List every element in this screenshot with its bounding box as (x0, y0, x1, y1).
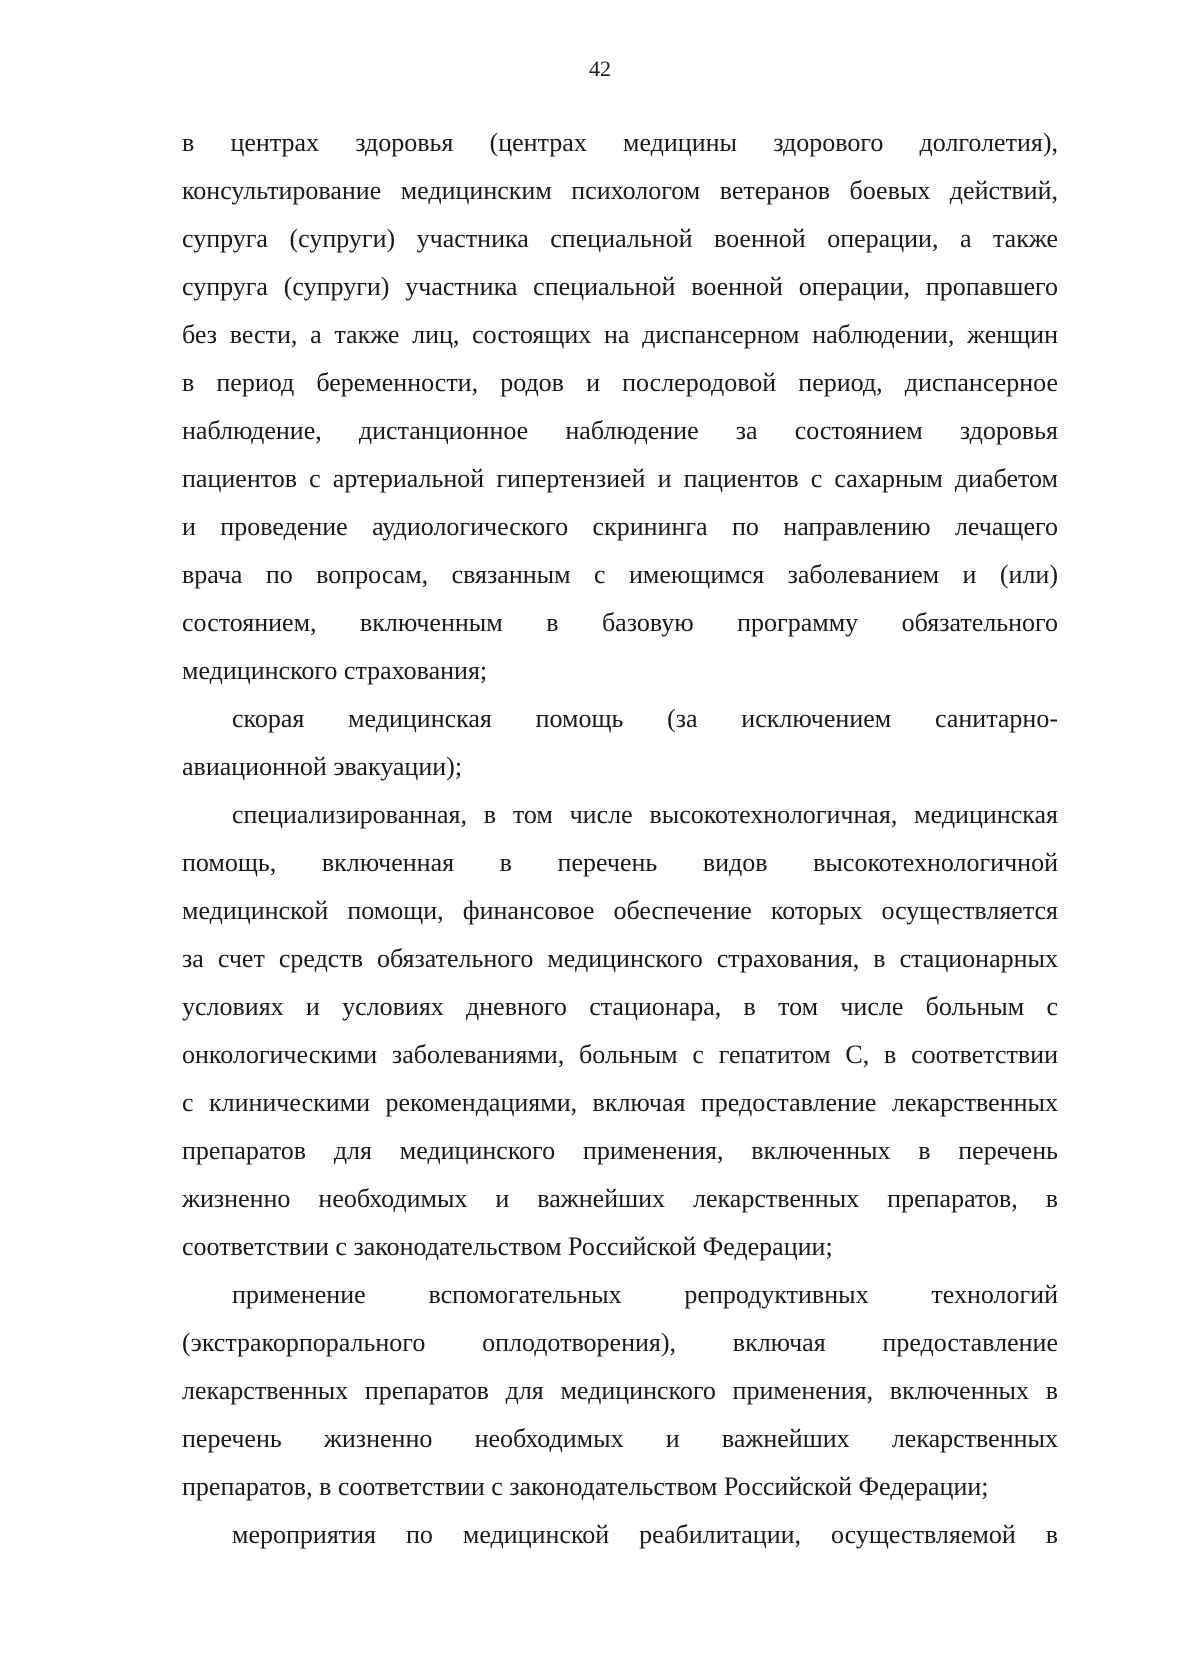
text-line: онкологическими заболеваниями, больным с гепатитом С, в соответствии (182, 1040, 1058, 1069)
text-line: супруга (супруги) участника специальной военной операции, а также (182, 224, 1058, 253)
text-line: лекарственных препаратов для медицинского применения, включенных в (182, 1376, 1058, 1405)
paragraph-first-line: мероприятия по медицинской реабилитации, осуществляемой в (232, 1520, 1058, 1549)
text-line: в период беременности, родов и послеродовой период, диспансерное (182, 368, 1058, 397)
text-line: с клиническими рекомендациями, включая предоставление лекарственных (182, 1088, 1058, 1117)
paragraph-first-line: специализированная, в том числе высокотехнологичная, медицинская (232, 800, 1058, 829)
text-line: пациентов с артериальной гипертензией и пациентов с сахарным диабетом (182, 464, 1058, 493)
text-line: за счет средств обязательного медицинского страхования, в стационарных (182, 944, 1058, 973)
text-line: состоянием, включенным в базовую программу обязательного (182, 608, 1058, 637)
text-line: супруга (супруги) участника специальной военной операции, пропавшего (182, 272, 1058, 301)
text-line: авиационной эвакуации); (182, 752, 463, 781)
text-line: жизненно необходимых и важнейших лекарственных препаратов, в (182, 1184, 1058, 1213)
text-line: условиях и условиях дневного стационара, в том числе больным с (182, 992, 1058, 1021)
text-line: в центрах здоровья (центрах медицины здорового долголетия), (182, 128, 1058, 157)
text-line: наблюдение, дистанционное наблюдение за состоянием здоровья (182, 416, 1058, 445)
text-line: соответствии с законодательством Российской Федерации; (182, 1232, 833, 1261)
page-number: 42 (589, 56, 611, 81)
text-line: (экстракорпорального оплодотворения), включая предоставление (182, 1328, 1058, 1357)
text-line: без вести, а также лиц, состоящих на диспансерном наблюдении, женщин (182, 320, 1058, 349)
text-line: медицинской помощи, финансовое обеспечение которых осуществляется (182, 896, 1058, 925)
text-line: и проведение аудиологического скрининга по направлению лечащего (182, 512, 1058, 541)
paragraph-first-line: скорая медицинская помощь (за исключением санитарно- (232, 704, 1058, 733)
text-line: перечень жизненно необходимых и важнейших лекарственных (182, 1424, 1058, 1453)
text-line: медицинского страхования; (182, 656, 488, 685)
text-line: консультирование медицинским психологом ветеранов боевых действий, (182, 176, 1058, 205)
document-body (182, 119, 1058, 1559)
text-line: врача по вопросам, связанным с имеющимся заболеванием и (или) (182, 560, 1058, 589)
paragraph-first-line: применение вспомогательных репродуктивных технологий (232, 1280, 1058, 1309)
text-line: препаратов, в соответствии с законодательством Российской Федерации; (182, 1472, 989, 1501)
text-line: препаратов для медицинского применения, включенных в перечень (182, 1136, 1058, 1165)
text-line: помощь, включенная в перечень видов высокотехнологичной (182, 848, 1058, 877)
